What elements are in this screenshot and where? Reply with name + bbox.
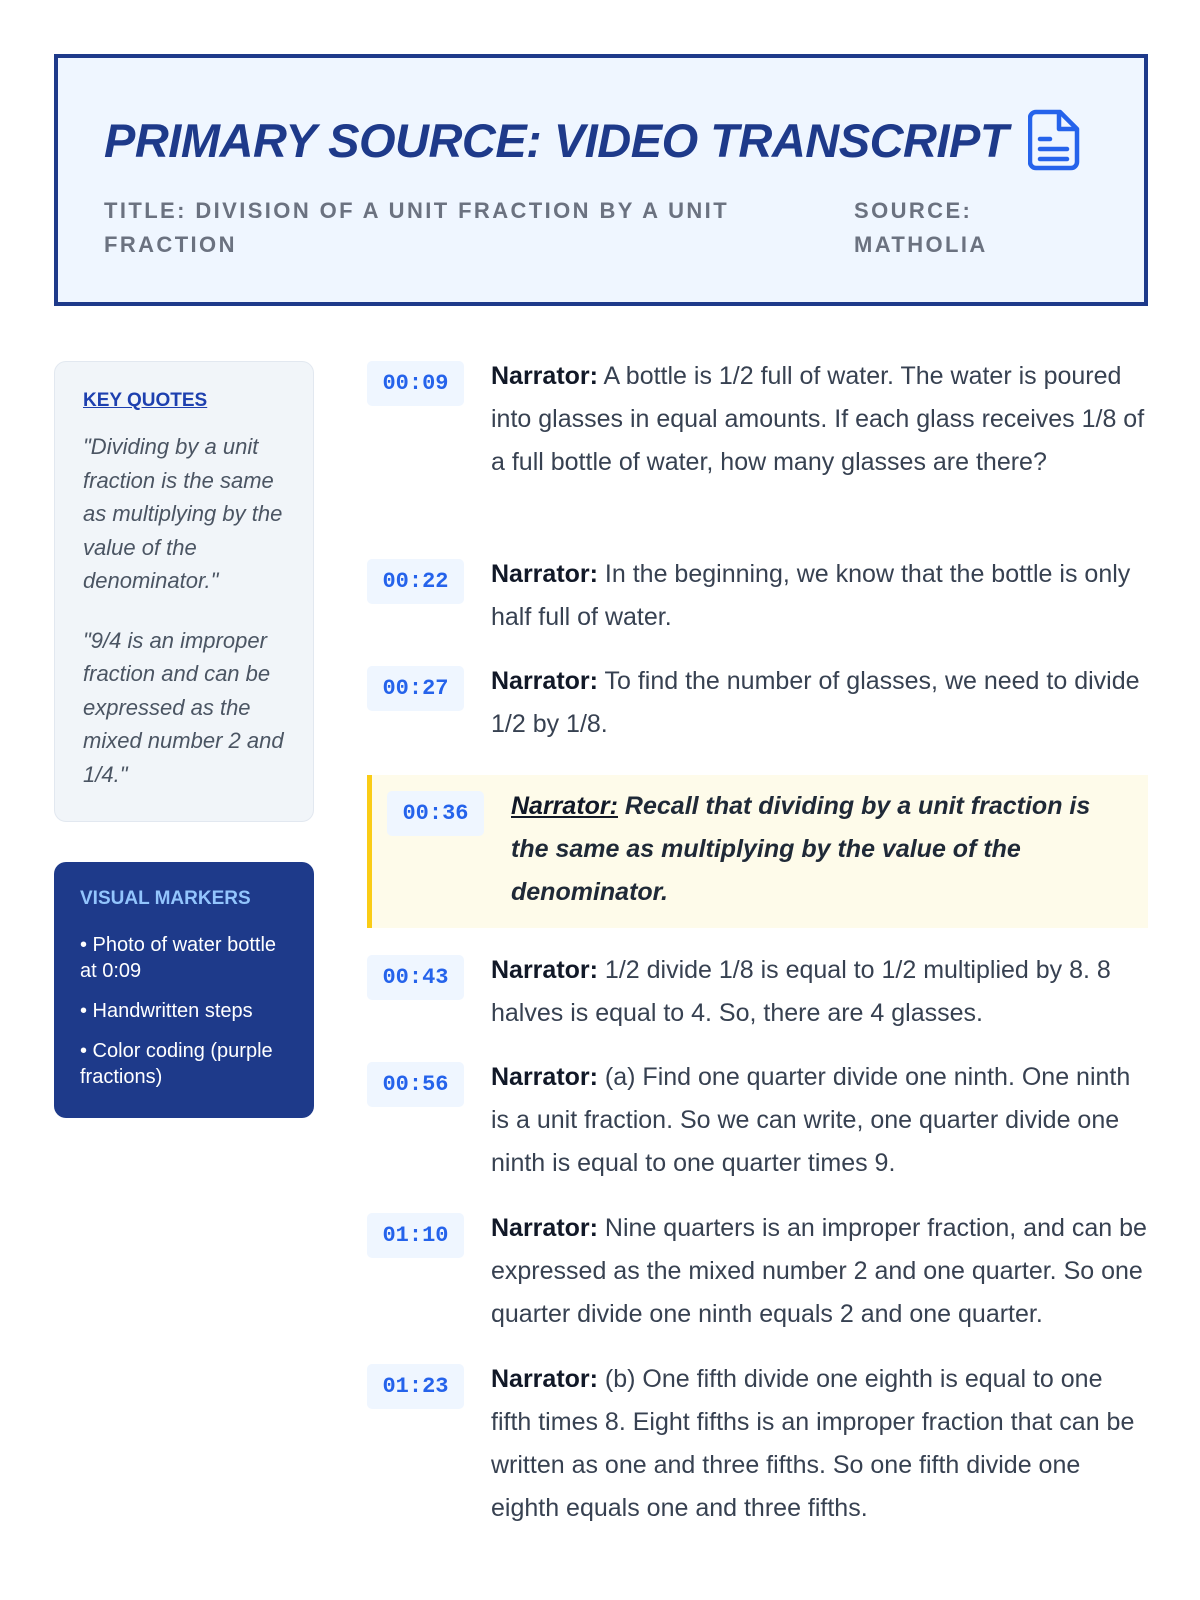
transcript-text xyxy=(491,1207,1148,1336)
header-title-row xyxy=(104,108,1094,172)
transcript-entry xyxy=(367,955,1148,1035)
header-panel xyxy=(54,54,1148,306)
utterance: 1/2 divide 1/8 is equal to 1/2 multiplied by 8. 8 halves is equal to 4. So, there are 4 glasses. xyxy=(491,956,1111,1027)
transcript-entry xyxy=(367,361,1148,533)
document-icon xyxy=(1028,109,1080,171)
visual-markers-heading: VISUAL MARKERS xyxy=(80,888,251,909)
speaker-label: Narrator: xyxy=(491,956,598,984)
timestamp[interactable]: 00:27 xyxy=(367,666,464,711)
timestamp[interactable]: 01:23 xyxy=(367,1364,464,1409)
utterance: To find the number of glasses, we need to divide 1/2 by 1/8. xyxy=(491,667,1140,738)
transcript-text xyxy=(491,1358,1148,1530)
transcript xyxy=(367,361,1148,1530)
visual-markers-panel xyxy=(54,862,314,1118)
timestamp[interactable]: 00:43 xyxy=(367,955,464,1000)
timestamp[interactable]: 01:10 xyxy=(367,1213,464,1258)
transcript-text xyxy=(491,1056,1148,1185)
transcript-text xyxy=(491,355,1148,484)
key-quote: "Dividing by a unit fraction is the same as multiplying by the value of the denominator." xyxy=(83,434,283,593)
utterance: A bottle is 1/2 full of water. The water is poured into glasses in equal amounts. If each glass receives 1/8 of a full bottle of water, how many glasses are there? xyxy=(491,362,1145,476)
timestamp[interactable]: 00:22 xyxy=(367,559,464,604)
key-quote: "9/4 is an improper fraction and can be expressed as the mixed number 2 and 1/4." xyxy=(83,627,284,787)
transcript-text xyxy=(491,660,1148,746)
key-quotes-panel xyxy=(54,361,314,822)
video-source: SOURCE: MATHOLIA xyxy=(854,198,988,257)
utterance: Recall that dividing by a unit fraction is the same as multiplying by the value of the denominator. xyxy=(511,792,1091,906)
utterance: In the beginning, we know that the bottle is only half full of water. xyxy=(491,560,1131,631)
timestamp[interactable]: 00:36 xyxy=(387,791,484,836)
key-quotes-heading: KEY QUOTES xyxy=(83,390,208,411)
visual-marker-item: • Handwritten steps xyxy=(80,1000,253,1022)
transcript-entry xyxy=(367,1213,1148,1336)
video-title: TITLE: DIVISION OF A UNIT FRACTION BY A UNIT FRACTION xyxy=(104,198,730,257)
speaker-label: Narrator: xyxy=(491,1063,598,1091)
utterance: Nine quarters is an improper fraction, and can be expressed as the mixed number 2 and one quarter. So one quarter divide one ninth equals 2 and one quarter. xyxy=(491,1214,1147,1328)
sidebar xyxy=(54,361,314,1118)
visual-marker-item: • Photo of water bottle at 0:09 xyxy=(80,934,277,982)
speaker-label: Narrator: xyxy=(491,1214,598,1242)
page-title: PRIMARY SOURCE: VIDEO TRANSCRIPT xyxy=(104,113,1009,167)
speaker-label: Narrator: xyxy=(491,667,598,695)
highlighted-transcript-entry xyxy=(367,775,1148,928)
transcript-entry xyxy=(367,1364,1148,1530)
timestamp[interactable]: 00:56 xyxy=(367,1062,464,1107)
utterance: (b) One fifth divide one eighth is equal to one fifth times 8. Eight fifths is an improper fraction that can be written as one and three fifths. So one fifth divide one eighth equals one and three fifths. xyxy=(491,1365,1135,1522)
transcript-entry xyxy=(367,666,1148,746)
speaker-label: Narrator: xyxy=(491,560,598,588)
visual-marker-item: • Color coding (purple fractions) xyxy=(80,1040,273,1088)
speaker-label: Narrator: xyxy=(491,362,598,390)
transcript-text xyxy=(491,553,1148,639)
timestamp[interactable]: 00:09 xyxy=(367,361,464,406)
transcript-entry xyxy=(367,559,1148,639)
transcript-text xyxy=(491,949,1148,1035)
speaker-label: Narrator: xyxy=(511,792,618,820)
utterance: (a) Find one quarter divide one ninth. One ninth is a unit fraction. So we can write, one quarter divide one ninth is equal to one quarter times 9. xyxy=(491,1063,1131,1177)
transcript-text xyxy=(511,785,1128,914)
transcript-entry xyxy=(367,1062,1148,1185)
speaker-label: Narrator: xyxy=(491,1365,598,1393)
